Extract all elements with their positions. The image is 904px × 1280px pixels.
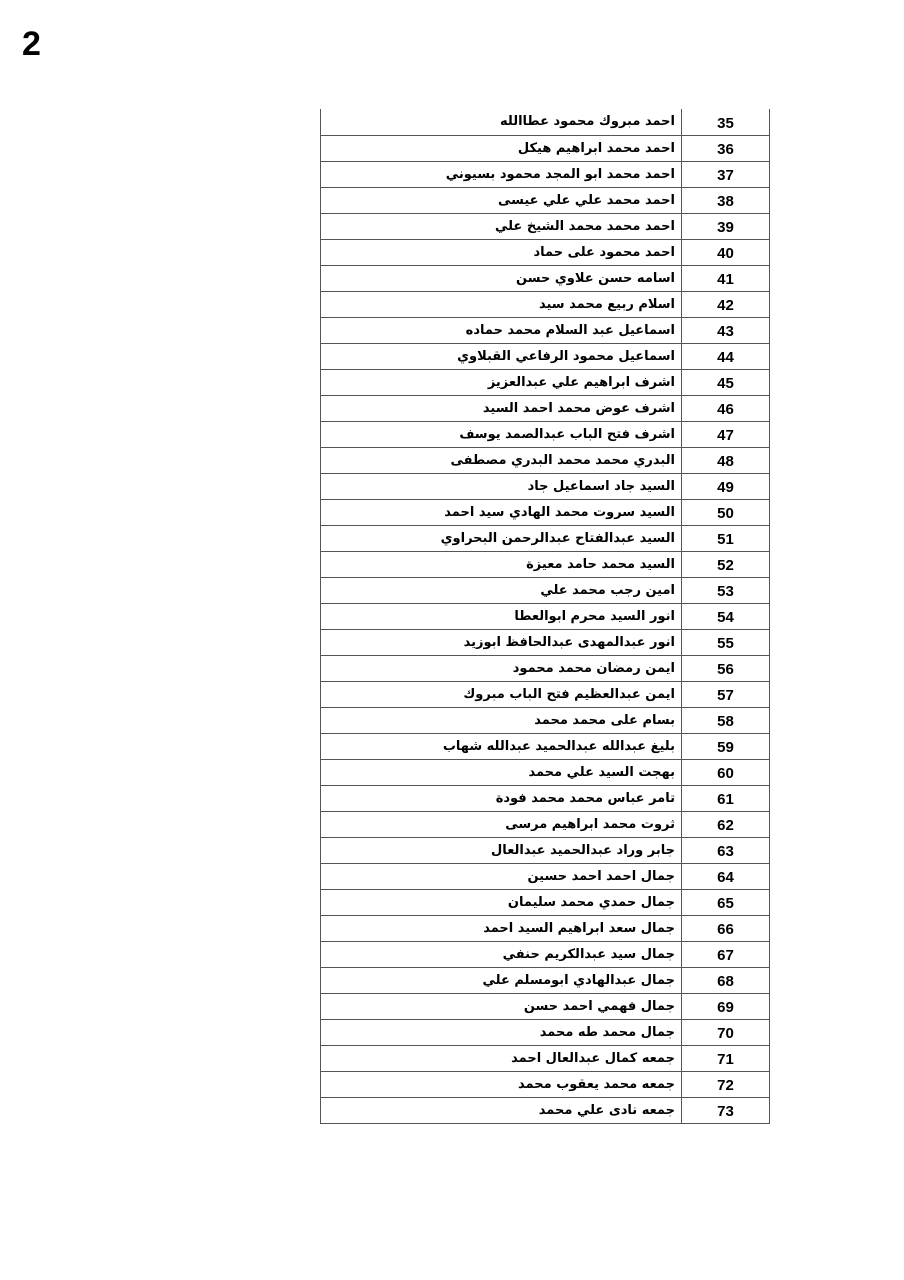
number-cell: 63: [682, 837, 770, 863]
table-row: [321, 265, 770, 291]
table-row: [321, 785, 770, 811]
name-cell: جمال سيد عبدالكريم حنفي: [321, 941, 682, 967]
name-cell: احمد محمد محمد الشيخ علي: [321, 213, 682, 239]
number-cell: 64: [682, 863, 770, 889]
number-cell: 41: [682, 265, 770, 291]
name-cell: جمال فهمي احمد حسن: [321, 993, 682, 1019]
number-cell: 60: [682, 759, 770, 785]
table-row: [321, 733, 770, 759]
name-cell: اسماعيل محمود الرفاعي القبلاوي: [321, 343, 682, 369]
number-cell: 62: [682, 811, 770, 837]
name-cell: البدري محمد محمد البدري مصطفى: [321, 447, 682, 473]
table-row: [321, 707, 770, 733]
number-cell: 47: [682, 421, 770, 447]
page-number: 2: [22, 25, 41, 63]
number-cell: 35: [682, 109, 770, 135]
name-cell: جمعه كمال عبدالعال احمد: [321, 1045, 682, 1071]
number-cell: 39: [682, 213, 770, 239]
name-cell: جمال سعد ابراهيم السيد احمد: [321, 915, 682, 941]
name-cell: جمال محمد طه محمد: [321, 1019, 682, 1045]
name-cell: انور عبدالمهدى عبدالحافظ ابوزيد: [321, 629, 682, 655]
table-row: [321, 421, 770, 447]
name-cell: اسماعيل عبد السلام محمد حماده: [321, 317, 682, 343]
name-cell: احمد محمد علي علي عيسى: [321, 187, 682, 213]
name-cell: امين رجب محمد علي: [321, 577, 682, 603]
table-row: [321, 1045, 770, 1071]
table-row: [321, 109, 770, 135]
number-cell: 58: [682, 707, 770, 733]
name-cell: السيد جاد اسماعيل جاد: [321, 473, 682, 499]
table-row: [321, 993, 770, 1019]
table-row: [321, 863, 770, 889]
table-row: [321, 525, 770, 551]
table-row: [321, 499, 770, 525]
number-cell: 36: [682, 135, 770, 161]
table-row: [321, 343, 770, 369]
number-cell: 43: [682, 317, 770, 343]
name-cell: جمعه محمد يعقوب محمد: [321, 1071, 682, 1097]
number-cell: 55: [682, 629, 770, 655]
table-row: [321, 915, 770, 941]
name-cell: جمعه نادى علي محمد: [321, 1097, 682, 1123]
table-row: [321, 681, 770, 707]
table-row: [321, 447, 770, 473]
number-cell: 49: [682, 473, 770, 499]
table-row: [321, 369, 770, 395]
number-cell: 73: [682, 1097, 770, 1123]
name-cell: احمد محمد ابراهيم هيكل: [321, 135, 682, 161]
number-cell: 56: [682, 655, 770, 681]
number-cell: 53: [682, 577, 770, 603]
number-cell: 48: [682, 447, 770, 473]
table-row: [321, 1071, 770, 1097]
table-row: [321, 1019, 770, 1045]
name-cell: ايمن رمضان محمد محمود: [321, 655, 682, 681]
table-row: [321, 473, 770, 499]
name-cell: جابر وراد عبدالحميد عبدالعال: [321, 837, 682, 863]
table-row: [321, 967, 770, 993]
name-cell: اشرف عوض محمد احمد السيد: [321, 395, 682, 421]
number-cell: 68: [682, 967, 770, 993]
name-cell: احمد مبروك محمود عطاالله: [321, 109, 682, 135]
table-row: [321, 759, 770, 785]
number-cell: 50: [682, 499, 770, 525]
name-cell: السيد عبدالفتاح عبدالرحمن البحراوي: [321, 525, 682, 551]
table-row: [321, 135, 770, 161]
names-table-body: [321, 109, 770, 1123]
name-cell: السيد محمد حامد معيزة: [321, 551, 682, 577]
table-row: [321, 1097, 770, 1123]
name-cell: انور السيد محرم ابوالعطا: [321, 603, 682, 629]
table-row: [321, 551, 770, 577]
number-cell: 57: [682, 681, 770, 707]
number-cell: 59: [682, 733, 770, 759]
name-cell: اسلام ربيع محمد سيد: [321, 291, 682, 317]
number-cell: 70: [682, 1019, 770, 1045]
name-cell: اسامه حسن علاوي حسن: [321, 265, 682, 291]
number-cell: 61: [682, 785, 770, 811]
number-cell: 44: [682, 343, 770, 369]
table-row: [321, 941, 770, 967]
number-cell: 67: [682, 941, 770, 967]
name-cell: السيد سروت محمد الهادي سيد احمد: [321, 499, 682, 525]
number-cell: 69: [682, 993, 770, 1019]
table-row: [321, 655, 770, 681]
table-row: [321, 629, 770, 655]
table-row: [321, 889, 770, 915]
name-cell: جمال احمد احمد حسين: [321, 863, 682, 889]
name-cell: اشرف ابراهيم علي عبدالعزيز: [321, 369, 682, 395]
name-cell: جمال حمدي محمد سليمان: [321, 889, 682, 915]
name-cell: بهجت السيد علي محمد: [321, 759, 682, 785]
number-cell: 45: [682, 369, 770, 395]
name-cell: اشرف فتح الباب عبدالصمد يوسف: [321, 421, 682, 447]
name-cell: تامر عباس محمد محمد فودة: [321, 785, 682, 811]
number-cell: 37: [682, 161, 770, 187]
table-row: [321, 213, 770, 239]
number-cell: 52: [682, 551, 770, 577]
table-row: [321, 161, 770, 187]
table-row: [321, 187, 770, 213]
table-row: [321, 603, 770, 629]
name-cell: ثروت محمد ابراهيم مرسى: [321, 811, 682, 837]
number-cell: 42: [682, 291, 770, 317]
table-row: [321, 837, 770, 863]
name-cell: بسام على محمد محمد: [321, 707, 682, 733]
number-cell: 65: [682, 889, 770, 915]
number-cell: 72: [682, 1071, 770, 1097]
table-row: [321, 395, 770, 421]
table-row: [321, 811, 770, 837]
names-table: [320, 109, 770, 1124]
number-cell: 66: [682, 915, 770, 941]
name-cell: احمد محمد ابو المجد محمود بسيوني: [321, 161, 682, 187]
name-cell: ايمن عبدالعظيم فتح الباب مبروك: [321, 681, 682, 707]
number-cell: 38: [682, 187, 770, 213]
table-row: [321, 239, 770, 265]
number-cell: 46: [682, 395, 770, 421]
name-cell: جمال عبدالهادي ابومسلم علي: [321, 967, 682, 993]
table-row: [321, 291, 770, 317]
number-cell: 51: [682, 525, 770, 551]
table-row: [321, 317, 770, 343]
number-cell: 54: [682, 603, 770, 629]
table-row: [321, 577, 770, 603]
name-cell: بليغ عبدالله عبدالحميد عبدالله شهاب: [321, 733, 682, 759]
number-cell: 40: [682, 239, 770, 265]
number-cell: 71: [682, 1045, 770, 1071]
name-cell: احمد محمود على حماد: [321, 239, 682, 265]
